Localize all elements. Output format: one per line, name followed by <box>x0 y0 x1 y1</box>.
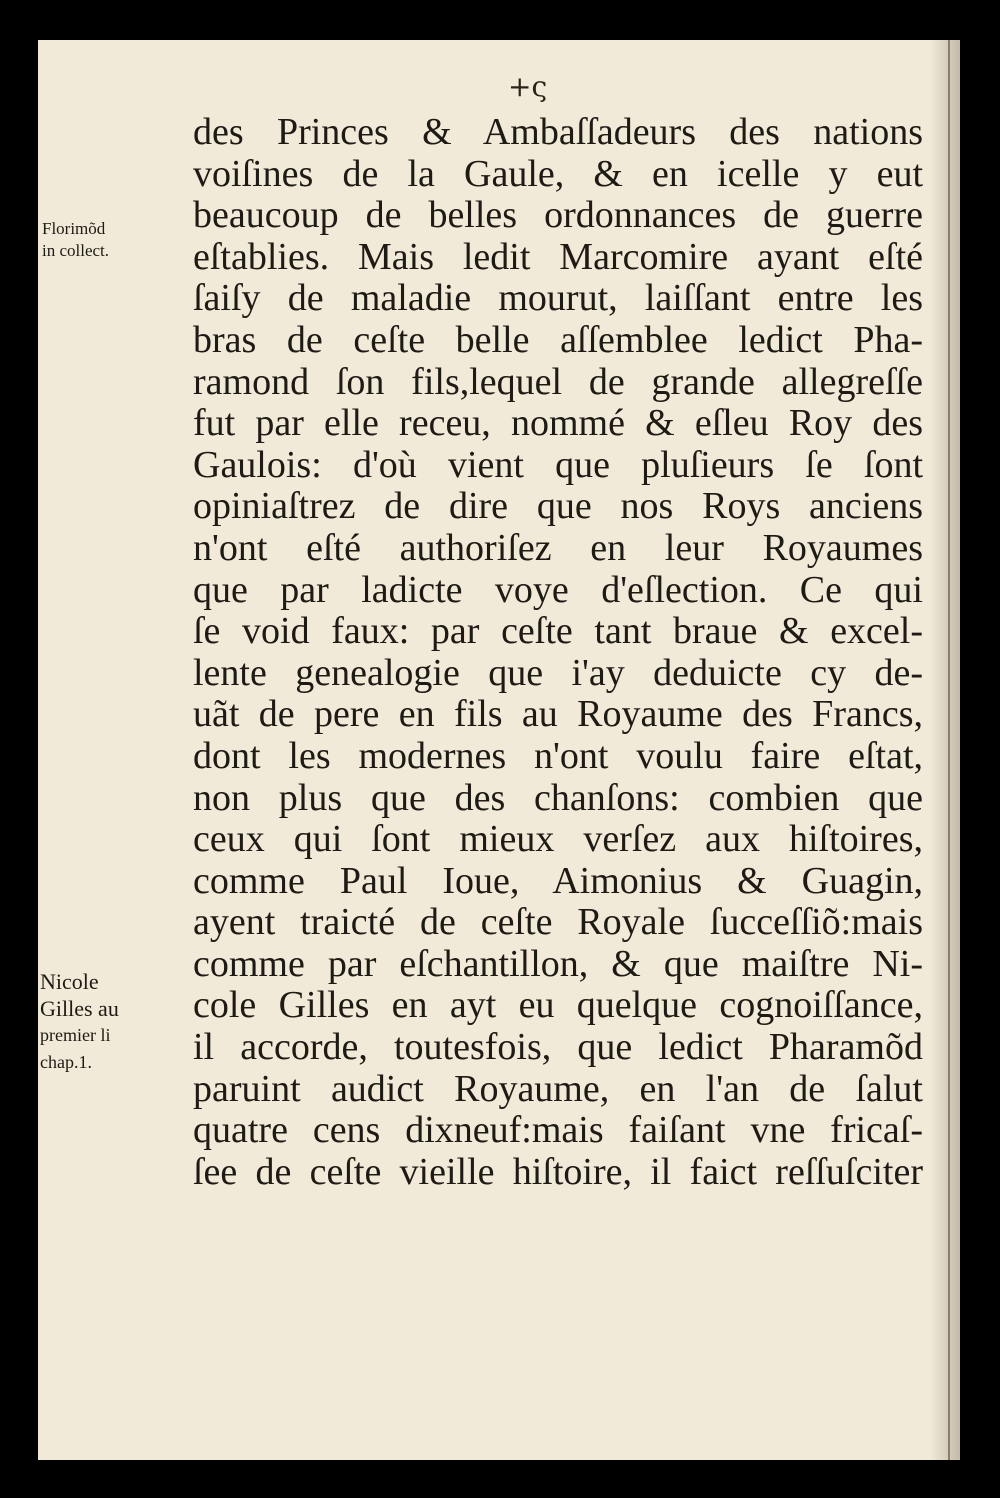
text-line: comme par eſchantillon, & que maiſtre Ni- <box>193 942 923 985</box>
text-line: n'ont eſté authoriſez en leur Royaumes <box>193 526 923 569</box>
text-line: des Princes & Ambaſſadeurs des nations <box>193 111 923 153</box>
text-line: ſe void faux: par ceſte tant braue & excel- <box>193 610 923 653</box>
text-line: ſee de ceſte vieille hiſtoire, il faict reſſuſciter <box>193 1150 923 1193</box>
text-line: non plus que des chanſons: combien que <box>193 776 923 819</box>
text-line: il accorde, toutesfois, que ledict Pharamõd <box>193 1026 923 1069</box>
text-line: quatre cens dixneuf:mais faiſant vne fricaſ- <box>193 1109 923 1152</box>
margin-note-line: Florimõd <box>42 219 106 238</box>
text-line: cole Gilles en ayt eu quelque cognoiſſance, <box>193 984 923 1027</box>
margin-note-line: in collect. <box>42 241 110 260</box>
margin-note-nicole-gilles <box>40 968 119 1076</box>
text-line: ceux qui ſont mieux verſez aux hiſtoires, <box>193 818 923 861</box>
margin-note-line: chap.1. <box>40 1052 92 1072</box>
text-line: bras de ceſte belle aſſemblee ledict Pha- <box>193 318 923 361</box>
text-line: fut par elle receu, nommé & eſleu Roy des <box>193 402 923 445</box>
text-line: ramond ſon fils,lequel de grande allegreſſe <box>193 360 923 403</box>
text-line: beaucoup de belles ordonnances de guerre <box>193 194 923 237</box>
text-line: que par ladicte voye d'eſlection. Ce qui <box>193 568 923 611</box>
text-line: eſtablies. Mais ledit Marcomire ayant eſté <box>193 235 923 278</box>
text-line: opiniaſtrez de dire que nos Roys anciens <box>193 485 923 528</box>
page-number: +ς <box>508 70 548 103</box>
text-line: dont les modernes n'ont voulu faire eſtat, <box>193 734 923 777</box>
text-line: paruint audict Royaume, en l'an de ſalut <box>193 1067 923 1110</box>
page-edge-line <box>948 40 950 1460</box>
margin-note-line: premier li <box>40 1025 111 1045</box>
text-line: Gaulois: d'où vient que pluſieurs ſe ſont <box>193 443 923 486</box>
body-text <box>193 112 923 1193</box>
margin-note-line: Nicole <box>40 969 99 994</box>
text-line: uãt de pere en fils au Royaume des Francs, <box>193 693 923 736</box>
text-line: ſaiſy de maladie mourut, laiſſant entre les <box>193 277 923 320</box>
text-line: ayent traicté de ceſte Royale ſucceſſiõ:mais <box>193 901 923 944</box>
page-edge-shadow <box>930 40 960 1460</box>
margin-note-line: Gilles au <box>40 996 119 1021</box>
text-line: comme Paul Ioue, Aimonius & Guagin, <box>193 859 923 902</box>
text-line: lente genealogie que i'ay deduicte cy de- <box>193 651 923 694</box>
text-line: voiſines de la Gaule, & en icelle y eut <box>193 152 923 195</box>
page-scan <box>38 40 960 1460</box>
margin-note-florimond <box>42 218 109 262</box>
